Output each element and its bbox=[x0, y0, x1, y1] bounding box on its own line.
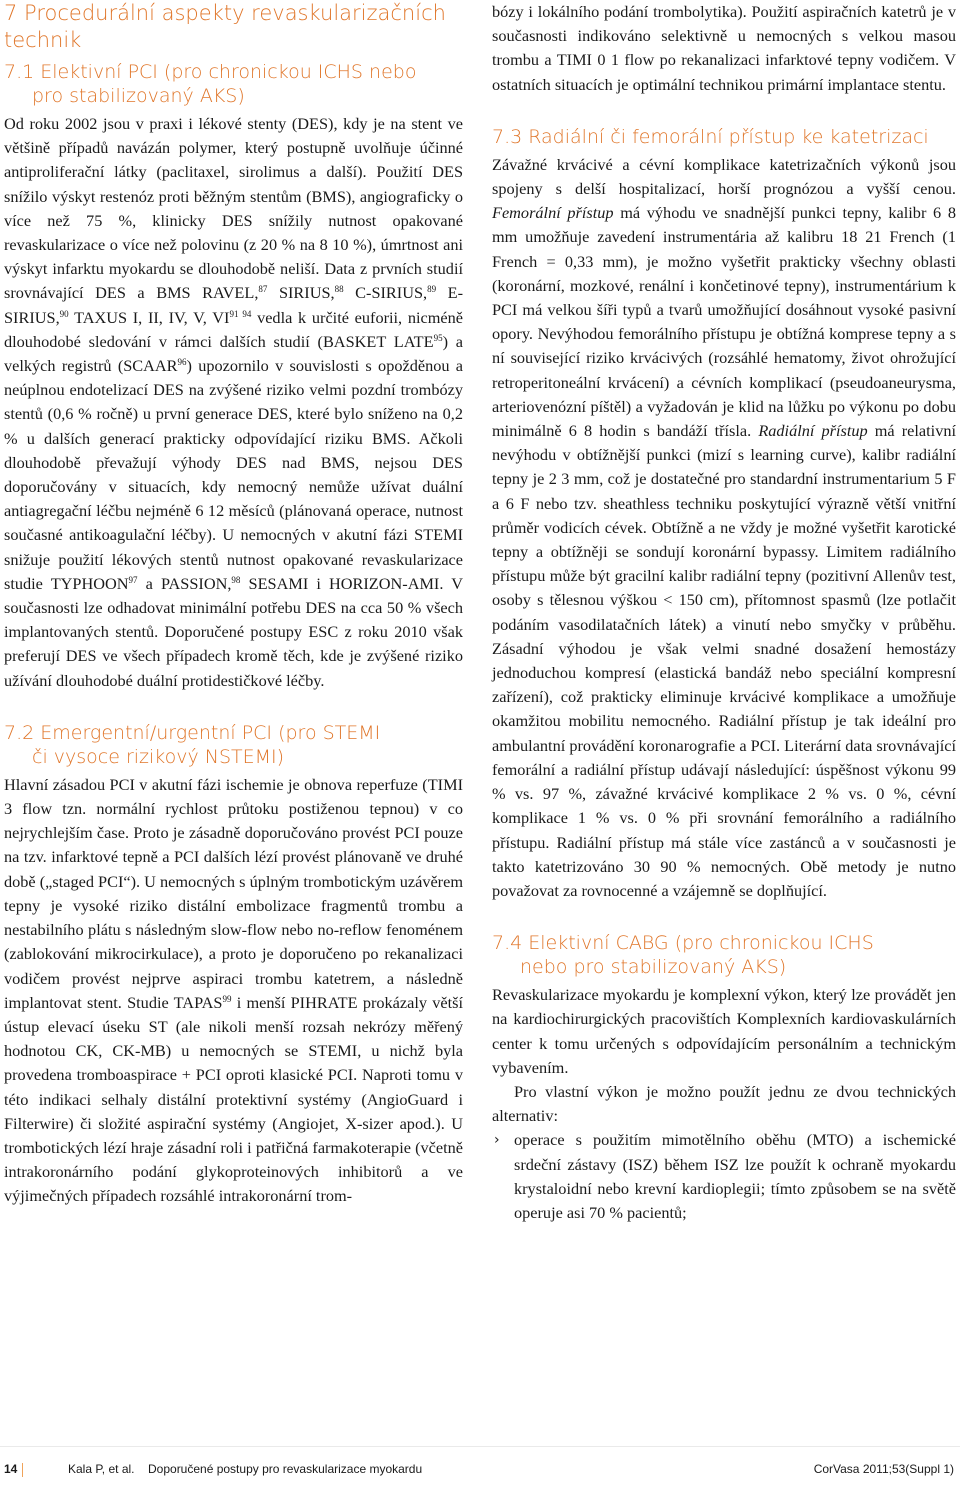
left-column bbox=[4, 0, 463, 1486]
citation-99: 99 bbox=[222, 993, 232, 1004]
text-run: i menší PIHRATE prokázaly větší ústup elevací úseku ST (ale nikoli menší rozsah nekrózy měřený hodnotou CK, CK-MB) u nemocných se STEMI, u nichž byla provedena tromboaspirace + PCI oproti klasické PCI. Naproti tomu v této indikaci selhaly distální protektivní systémy (AngioGuard i Filterwire) či složité aspirační systémy (Angiojet, X-sizer apod.). U trombotických lézí hraje zásadní roli i patřičná farmakoterapie (včetně intrakoronárního podání glykoproteinových inhibitorů a ve výjimečných případech rozsáhlé intrakoronární trom- bbox=[4, 992, 464, 1206]
paragraph-des bbox=[4, 112, 463, 693]
citation-98: 98 bbox=[231, 574, 241, 585]
citation-97: 97 bbox=[128, 574, 138, 585]
text-run: ) upozornilo v souvislosti s opožděnou a neúplnou endotelizací DES na zvýšené riziko velmi pozdní trombózy stentů (0,6 % ročně) u první generace DES, které bylo sníženo na 0,2 % u dalších generací prakticky odpovídající riziku BMS. Ačkoli dlouhodobě převažují výhody DES nad BMS, nejsou DES doporučovány v situacích, kdy nemocný nemůže užívat duální antiagregační léčbu nejméně 6 12 měsíců (plánovaná operace, nutnost současné antikoagulační léčby). U nemocných v akutní fázi STEMI snižuje použití lékových stentů nutnost opakované revaskularizace studie TYPHOON bbox=[4, 356, 463, 593]
section-heading-7-1 bbox=[4, 60, 463, 108]
citation-91-94: 91 94 bbox=[229, 308, 252, 319]
spacer bbox=[4, 693, 463, 715]
citation-87: 87 bbox=[258, 284, 268, 295]
chevron-right-icon: › bbox=[494, 1132, 500, 1149]
footer-separator bbox=[22, 1463, 23, 1477]
text-run: E-SIRIUS, bbox=[4, 283, 464, 327]
paragraph-emergent-pci bbox=[4, 773, 463, 1209]
list-item bbox=[492, 1128, 956, 1225]
list-item-text: operace s použitím mimotělního oběhu (MTO) a ischemické srdeční zástavy (ISZ) během ISZ lze použít k ochraně myokardu krystaloidní nebo krevní kardioplegii; tímto způsobem se na světě operuje asi 70 % pacientů; bbox=[514, 1130, 956, 1222]
section-heading-7-1-line2: pro stabilizovaný AKS) bbox=[32, 85, 245, 107]
citation-96: 96 bbox=[177, 357, 187, 368]
footer-journal: CorVasa 2011;53(Suppl 1) bbox=[813, 1462, 954, 1476]
text-run: SESAMI i HORIZON-AMI. V současnosti lze odhadovat minimální potřebu DES na cca 50 % všech implantovaných stentů. Doporučené postupy ESC z roku 2010 však preferují DES ve všech případech kromě těch, kde je zvýšené riziko užívání dlouhodobé duální protidestičkové léčby. bbox=[4, 573, 463, 690]
citation-90: 90 bbox=[59, 308, 69, 319]
section-heading-7-4-line1: 7.4 Elektivní CABG (pro chronickou ICHS bbox=[492, 932, 874, 955]
text-run: ) a velkých registrů (SCAAR bbox=[4, 331, 464, 376]
text-run: SIRIUS, bbox=[267, 283, 335, 303]
section-heading-7-4 bbox=[492, 931, 956, 979]
spacer bbox=[492, 97, 956, 119]
paragraph-radial-femoral bbox=[492, 153, 956, 903]
text-run: Od roku 2002 jsou v praxi i lékové stenty (DES), kdy je na stent ve většině případů navázán polymer, který postupně uvolňuje účinné antiproliferační látky (paclitaxel, sirolimus a další). Použití DES snížilo výskyt restenóz proti běžným stentům (BMS), angiograficky o více než 75 %, klinicky DES snížily nutnost opakované revaskularizace o více než polovinu (z 20 % na 8 10 %), úmrtnost ani výskyt infarktu myokardu se dlouhodobě neliší. Data z prvních studií srovnávající DES a BMS RAVEL, bbox=[4, 114, 463, 303]
section-heading-7-3: 7.3 Radiální či femorální přístup ke katetrizaci bbox=[492, 125, 929, 148]
text-run: Závažné krvácivé a cévní komplikace katetrizačních výkonů jsou spojeny s delší hospitalizací, horší prognózou a vyšší cenou. bbox=[492, 154, 956, 199]
text-run: a PASSION, bbox=[137, 573, 232, 593]
footer-rule bbox=[0, 1446, 960, 1447]
text-run: má relativní nevýhodu v obtížnější punkci (mizí s learning curve), kalibr radiální tepny je 2 3 mm, což je dostatečné pro standardní instrumentarium 5 F a 6 F nebo tzv. sheathless techniku poskytující výrazně větší vnitřní průměr vodicích cévek. Obtížně a ne vždy je možné vyšetřit karotické tepny a obtížněji se sondují koronární bypassy. Limitem radiálního přístupu může být gracilní kalibr radiální tepny (pozitivní Allenův test, osoby s tělesnou výškou < 150 cm), přítomnost spasmů (lze potlačit podáním vasodilatačních látek) a vinutí nebo smyčky v průběhu. Zásadní výhodou je však velmi snadné dosažení hemostázy jednoduchou kompresí (elastická bandáž nebo speciální kompresní zařízení), což prakticky eliminuje krvácivé komplikace a umožňuje okamžitou mobilitu nemocného. Radiální přístup je tak ideální pro ambulantní provádění koronarografie a PCI. Literární data srovnávající femorální a radiální přístup udávají následující: úspěšnost výkonu 99 % vs. 97 %, závažné krvácivé komplikace 2 % vs. 0 %, cévní komplikace 1 % vs. 0 % při srovnání femorálního a radiálního přístupu. Radiální přístup má stále více zastánců a v současnosti je takto katetrizováno 30 90 % nemocných. Obě metody je nutno považovat za rovnocenné a vzájemně se doplňující. bbox=[492, 421, 957, 900]
section-heading-7-2 bbox=[4, 721, 463, 769]
right-column bbox=[492, 0, 956, 1486]
paragraph-alternatives: Pro vlastní výkon je možno použít jednu ze dvou technických alternativ: bbox=[492, 1081, 956, 1126]
chapter-heading: 7 Procedurální aspekty revaskularizačních technik bbox=[4, 1, 446, 52]
text-run: vedla k určité euforii, nicméně dlouhodobé sledování v rámci dalších studií (BASKET LATE bbox=[4, 307, 463, 351]
section-heading-7-2-line2: či vysoce rizikový NSTEMI) bbox=[32, 745, 285, 768]
term-femoral: Femorální přístup bbox=[492, 203, 614, 223]
citation-89: 89 bbox=[427, 284, 437, 295]
citation-88: 88 bbox=[334, 284, 344, 295]
text-run: Hlavní zásadou PCI v akutní fázi ischemie je obnova reperfuze (TIMI 3 flow tzn. normální rychlost průtoku postiženou tepnou) v co nejrychlejším čase. Proto je zásadně doporučováno provést PCI pouze na tzv. infarktové tepně a PCI dalších lézí provést plánovaně ve druhé době („staged PCI“). U nemocných s úplným trombotickým uzávěrem tepny je vysoké riziko distální embolizace fragmentů trombu a nestabilního plátu s následným slow-flow nebo no-reflow fenoménem (zablokování mikrocirkulace), a proto je doporučeno po rekanalizaci vodičem provést nejprve aspiraci trombu katetrem, a následně implantovat stent. Studie TAPAS bbox=[4, 774, 463, 1012]
section-heading-7-4-line2: nebo pro stabilizovaný AKS) bbox=[520, 956, 787, 979]
text-run: TAXUS I, II, IV, V, VI bbox=[68, 307, 230, 327]
spacer bbox=[492, 903, 956, 925]
citation-95: 95 bbox=[433, 332, 443, 343]
text-run: má výhodu ve snadnější punkci tepny, kalibr 6 8 mm umožňuje zavedení instrumentária až kalibru 18 21 French (1 French = 0,33 mm), je možno vyšetřit prakticky všechny oblasti (koronární, mozkové, renální i končetinové tepny), instrumentárium k PCI má velkou šíři typů a tvarů umožňující dosáhnout vysoké pasivní opory. Nevýhodou femorálního přístupu je obtížná komprese tepny a s ní související riziko krvácivých (rozsáhlé hematomy, život ohrožující retroperitoneální krvácení) a cévních komplikací (pseudoaneurysma, arteriovenózní píštěl) a vyžadován je klid na lůžku po výkonu po dobu minimálně 6 8 hodin s bandáží třísla. bbox=[492, 203, 956, 441]
term-radial: Radiální přístup bbox=[758, 421, 868, 441]
footer-title: Doporučené postupy pro revaskularizace myokardu bbox=[148, 1462, 423, 1476]
section-heading-7-1-line1: 7.1 Elektivní PCI (pro chronickou ICHS nebo bbox=[4, 61, 417, 83]
footer-authors: Kala P, et al. bbox=[68, 1462, 135, 1476]
paragraph-cabg: Revaskularizace myokardu je komplexní výkon, který lze provádět jen na kardiochirurgických pracovištích Komplexních kardiovaskulárních center k tomu určených s odpovídajícím personálním a technickým vybavením. bbox=[492, 985, 956, 1077]
section-heading-7-2-line1: 7.2 Emergentní/urgentní PCI (pro STEMI bbox=[4, 721, 381, 744]
text-run: C-SIRIUS, bbox=[343, 283, 428, 303]
alternatives-list bbox=[492, 1128, 956, 1225]
page-number: 14 bbox=[4, 1462, 18, 1476]
page-footer bbox=[0, 1462, 960, 1482]
paragraph-continuation: bózy i lokálního podání trombolytika). Použití aspiračních katetrů je v současnosti indikováno selektivně u nemocných s velkou masou trombu a TIMI 0 1 flow po rekanalizaci infarktové tepny vodičem. V ostatních situacích je optimální technikou primární implantace stentu. bbox=[492, 2, 956, 94]
